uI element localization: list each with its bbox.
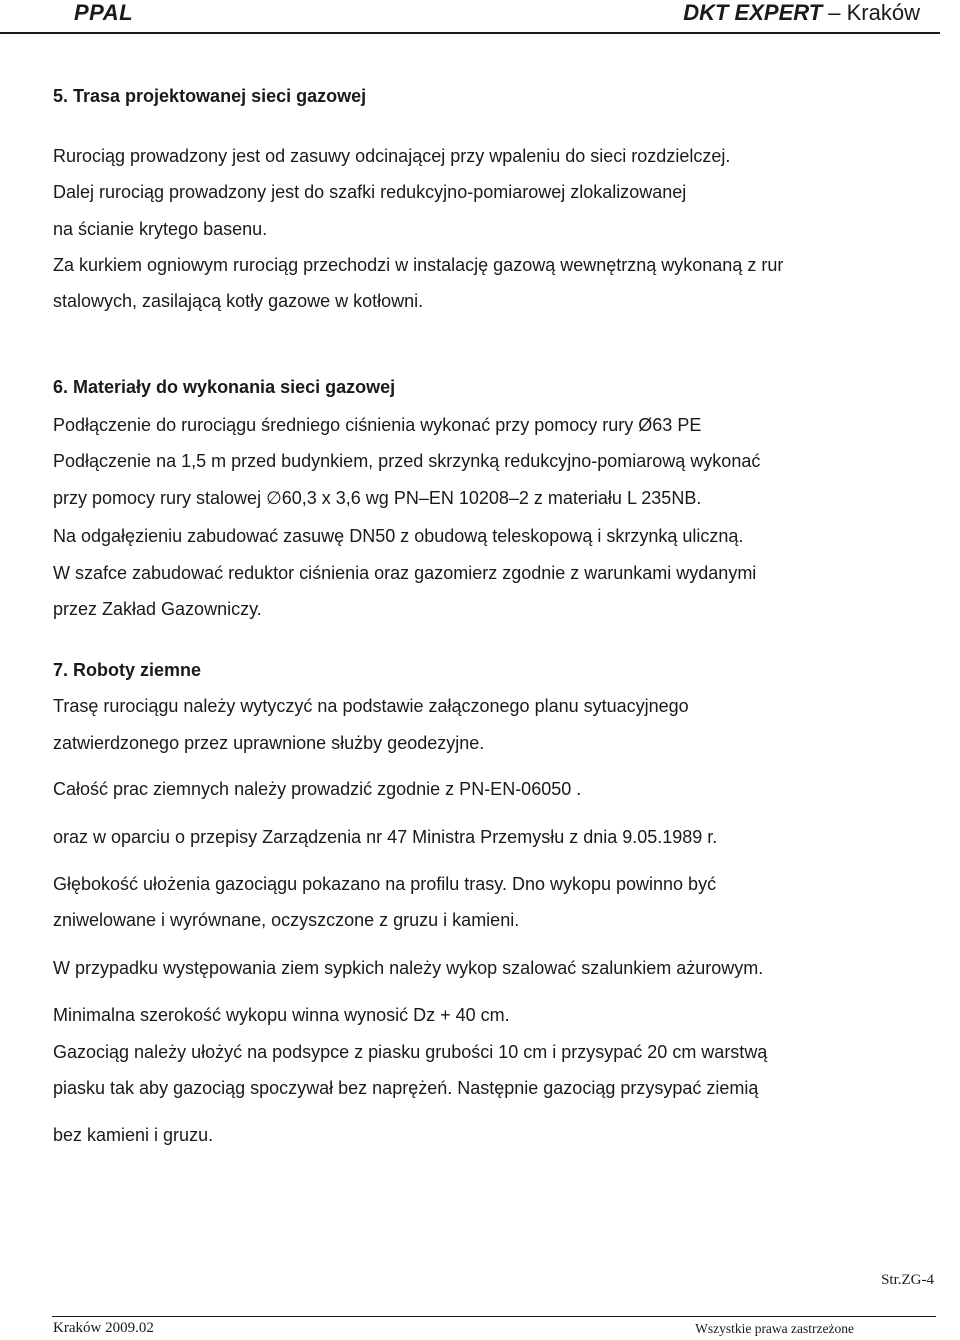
page-number: Str.ZG-4 — [881, 1272, 934, 1288]
section-7-heading: 7. Roboty ziemne — [53, 660, 202, 680]
header-company: DKT EXPERT — [683, 0, 823, 25]
paragraph-line: zatwierdzonego przez uprawnione służby geodezyjne. — [53, 733, 485, 753]
section-6-heading: 6. Materiały do wykonania sieci gazowej — [53, 377, 396, 397]
paragraph-line: Podłączenie do rurociągu średniego ciśnienia wykonać przy pomocy rury Ø63 PE — [53, 415, 702, 435]
paragraph-line: bez kamieni i gruzu. — [53, 1125, 214, 1145]
paragraph-line: przy pomocy rury stalowej ∅60,3 x 3,6 wg PN–EN 10208–2 z materiału L 235NB. — [53, 488, 702, 508]
paragraph-line: W przypadku występowania ziem sypkich należy wykop szalować szalunkiem ażurowym. — [53, 958, 764, 978]
paragraph-line: Na odgałęzieniu zabudować zasuwę DN50 z obudową teleskopową i skrzynką uliczną. — [53, 526, 744, 546]
footer-copyright: Wszystkie prawa zastrzeżone — [695, 1321, 854, 1336]
page-header — [0, 0, 960, 34]
paragraph-line: Głębokość ułożenia gazociągu pokazano na profilu trasy. Dno wykopu powinno być — [53, 874, 717, 894]
paragraph-line: Minimalna szerokość wykopu winna wynosić Dz + 40 cm. — [53, 1005, 510, 1025]
paragraph-line: przez Zakład Gazowniczy. — [53, 599, 262, 619]
paragraph-line: Całość prac ziemnych należy prowadzić zgodnie z PN-EN-06050 . — [53, 779, 582, 799]
header-left-title: PPAL — [74, 0, 134, 25]
paragraph-line: Gazociąg należy ułożyć na podsypce z piasku grubości 10 cm i przysypać 20 cm warstwą — [53, 1042, 768, 1062]
paragraph-line: na ścianie krytego basenu. — [53, 219, 268, 239]
header-city: – Kraków — [822, 0, 920, 25]
paragraph-line: Podłączenie na 1,5 m przed budynkiem, przed skrzynką redukcyjno-pomiarową wykonać — [53, 451, 761, 471]
paragraph-line: W szafce zabudować reduktor ciśnienia oraz gazomierz zgodnie z warunkami wydanymi — [53, 563, 757, 583]
paragraph-line: Rurociąg prowadzony jest od zasuwy odcinającej przy wpaleniu do sieci rozdzielczej. — [53, 146, 731, 166]
paragraph-line: oraz w oparciu o przepisy Zarządzenia nr 47 Ministra Przemysłu z dnia 9.05.1989 r. — [53, 827, 718, 847]
paragraph-line: zniwelowane i wyrównane, oczyszczone z gruzu i kamieni. — [53, 910, 520, 930]
footer-date: Kraków 2009.02 — [53, 1320, 154, 1336]
paragraph-line: stalowych, zasilającą kotły gazowe w kotłowni. — [53, 291, 424, 311]
paragraph-line: Za kurkiem ogniowym rurociąg przechodzi w instalację gazową wewnętrzną wykonaną z rur — [53, 255, 784, 275]
header-right-title — [683, 0, 920, 26]
paragraph-line: Trasę rurociągu należy wytyczyć na podstawie załączonego planu sytuacyjnego — [53, 696, 689, 716]
header-rule — [0, 32, 940, 34]
paragraph-line: piasku tak aby gazociąg spoczywał bez naprężeń. Następnie gazociąg przysypać ziemią — [53, 1078, 759, 1098]
footer-rule — [52, 1316, 936, 1317]
paragraph-line: Dalej rurociąg prowadzony jest do szafki redukcyjno-pomiarowej zlokalizowanej — [53, 182, 687, 202]
section-5-heading: 5. Trasa projektowanej sieci gazowej — [53, 86, 367, 106]
